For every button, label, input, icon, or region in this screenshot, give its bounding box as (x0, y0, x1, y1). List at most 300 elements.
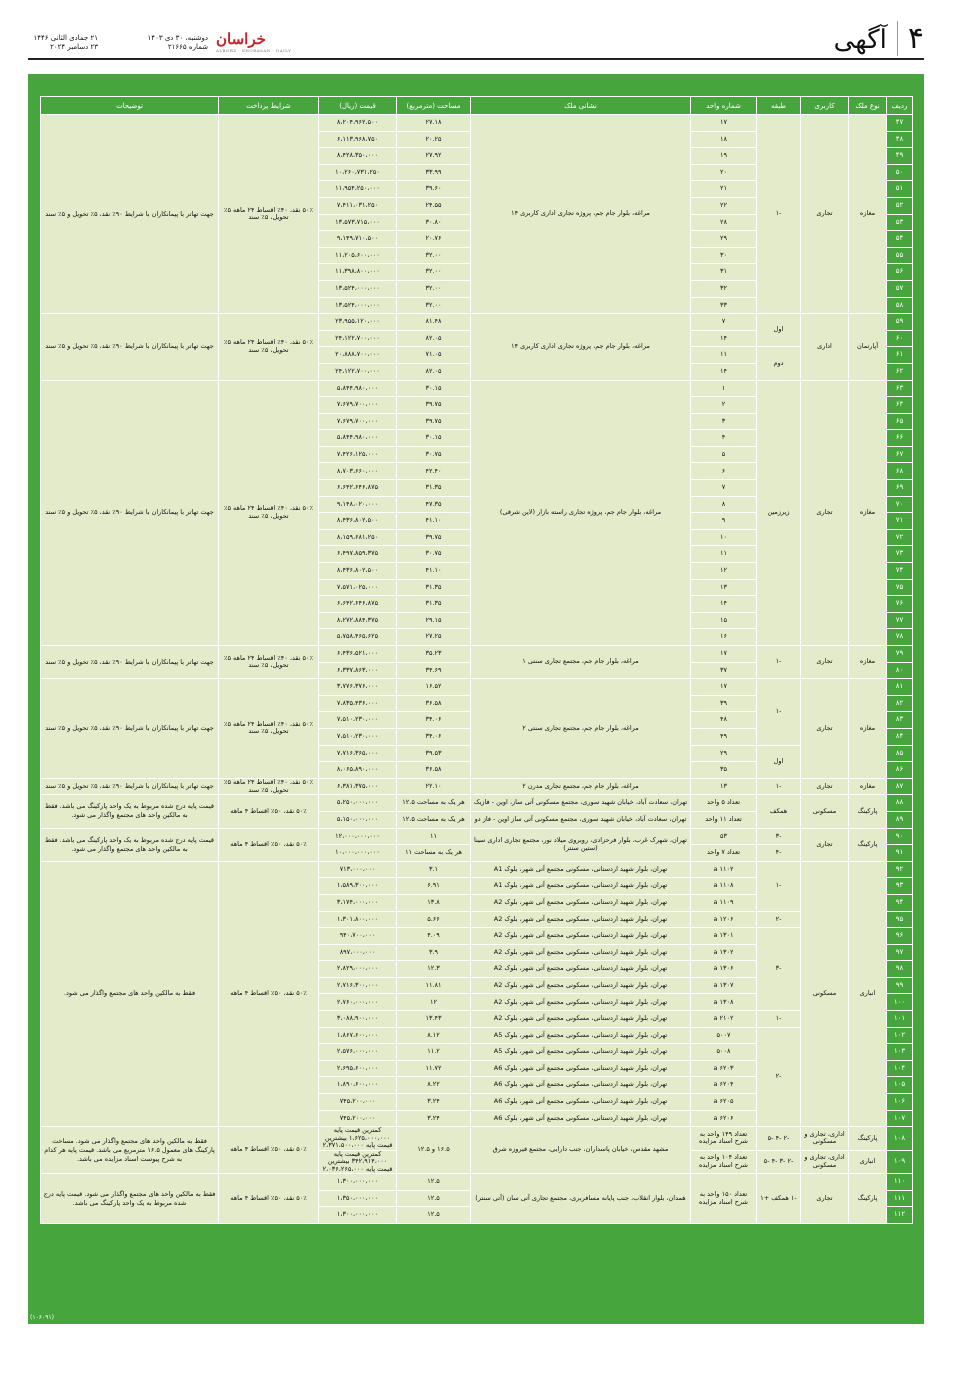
price: کمترین قیمت پایه ۱،۶۲۵،۰۰۰،۰۰۰ بیشترین قیمت پایه ۲،۳۷۱،۵۰۰،۰۰۰ (319, 1127, 397, 1151)
table-header-row (41, 97, 913, 115)
column-header: نشانی ملک (471, 97, 691, 115)
usage: مسکونی (801, 861, 849, 1127)
price: ۱۰،۰۰۰،۰۰۰،۰۰۰ (319, 845, 397, 862)
row-index: ۹۹ (887, 977, 913, 994)
area: ۳۲.۰۰ (397, 264, 471, 281)
unit-number: ۵ (691, 446, 757, 463)
area: ۳۴.۶۹ (397, 662, 471, 679)
floor: -۱ (757, 861, 801, 911)
unit-number: a ۱۱۰۹ (691, 894, 757, 911)
description: فقط به مالکین واحد های مجتمع واگذار می شود. قیمت پایه درج شده مربوط به یک واحد پارکینگ می باشد. (41, 1174, 219, 1224)
unit-number: a ۱۳۰۶ (691, 961, 757, 978)
description: جهت تهاتر با پیمانکاران با شرایط ۹۰٪ نقد، ۵٪ تحویل و ۵٪ سند (41, 679, 219, 779)
table-row (41, 861, 913, 878)
area: ۱۳.۴۳ (397, 1011, 471, 1028)
area: ۳۰.۷۵ (397, 546, 471, 563)
unit-number: ۵۰۰۸ (691, 1044, 757, 1061)
payment-terms: ۵۰٪ نقد، ۴۰٪ اقساط ۲۴ ماهه ۵٪ تحویل، ۵٪ سند (219, 646, 319, 679)
price: ۵،۸۴۴،۹۸۰،۰۰۰ (319, 380, 397, 397)
row-index: ۵۰ (887, 164, 913, 181)
unit-number: a ۱۳۰۸ (691, 994, 757, 1011)
unit-number: ۶ (691, 463, 757, 480)
area: ۱۲.۵ (397, 1174, 471, 1191)
area: ۱۲.۵ (397, 1190, 471, 1207)
payment-terms: ۵۰٪ نقد، ۴۰٪ اقساط ۲۴ ماهه ۵٪ تحویل، ۵٪ سند (219, 679, 319, 779)
row-index: ۵۲ (887, 197, 913, 214)
unit-number: ۱۵ (691, 612, 757, 629)
row-index: ۴۹ (887, 148, 913, 165)
row-index: ۷۹ (887, 646, 913, 663)
area: ۲۴.۵۵ (397, 197, 471, 214)
price: کمترین قیمت پایه ۳۴۲،۹۱۴،۰۰۰ بیشترین قیمت پایه ۲،۰۳۶،۲۶۵،۰۰۰ (319, 1150, 397, 1174)
floor: -۴ (757, 845, 801, 862)
price: ۷،۶۷۹،۷۰۰،۰۰۰ (319, 397, 397, 414)
area: ۳۹.۷۵ (397, 397, 471, 414)
row-index: ۹۲ (887, 861, 913, 878)
row-index: ۱۰۳ (887, 1044, 913, 1061)
property-type: پارکینگ (849, 828, 887, 861)
area: ۱۶.۵ و ۱۲.۵ (397, 1127, 471, 1174)
issue-number: شماره ۲۱۶۶۵ (167, 43, 208, 51)
price: ۸،۲۷۲،۸۸۴،۳۷۵ (319, 612, 397, 629)
area: ۴.۰۹ (397, 928, 471, 945)
row-index: ۱۰۶ (887, 1094, 913, 1111)
price: ۹،۱۴۸،۰۲۰،۰۰۰ (319, 496, 397, 513)
area: ۳۰.۷۵ (397, 446, 471, 463)
row-index: ۸۹ (887, 811, 913, 828)
price: ۸،۷۰۳،۶۶۰،۰۰۰ (319, 463, 397, 480)
address: تهران، شهرک غرب، بلوار فرحزادی، روبروی میلاد نور، مجتمع تجاری اداری سینا (ستین سنتر) (471, 828, 691, 861)
row-index: ۸۲ (887, 695, 913, 712)
row-index: ۶۳ (887, 380, 913, 397)
property-type: پارکینگ (849, 1127, 887, 1151)
unit-number: a ۱۳۰۱ (691, 928, 757, 945)
address: تهران، بلوار شهید اردستانی، مسکونی مجتمع آتی شهر، بلوک A1 (471, 878, 691, 895)
unit-number: ۱۱ (691, 546, 757, 563)
area: ۵.۶۶ (397, 911, 471, 928)
address: تهران، بلوار شهید اردستانی، مسکونی مجتمع آتی شهر، بلوک A5 (471, 1044, 691, 1061)
area: ۳.۲۴ (397, 1110, 471, 1127)
unit-number: ۱۳ (691, 778, 757, 795)
area: ۴۲.۴۰ (397, 463, 471, 480)
row-index: ۷۸ (887, 629, 913, 646)
price: ۷،۷۱۶،۳۶۵،۰۰۰ (319, 745, 397, 762)
price: ۷۴۵،۲۰۰،۰۰۰ (319, 1110, 397, 1127)
price: ۷،۵۷۱،۰۲۵،۰۰۰ (319, 579, 397, 596)
area: ۷۱.۰۵ (397, 347, 471, 364)
unit-number: ۳۹ (691, 695, 757, 712)
unit-number: a ۱۳۰۷ (691, 977, 757, 994)
unit-number: ۱۷ (691, 115, 757, 132)
floor: -۱ (757, 679, 801, 745)
price: ۵،۱۵۰،۰۰۰،۰۰۰ (319, 811, 397, 828)
property-type: آپارتمان (849, 314, 887, 380)
area: ۳۵.۲۳ (397, 646, 471, 663)
floor: -۲ (757, 911, 801, 928)
address: مراغه، بلوار جام جم، پروژه تجاری اداری کاربری ۱۴ (471, 115, 691, 314)
usage: تجاری (801, 828, 849, 861)
price: ۷،۶۷۹،۷۰۰،۰۰۰ (319, 413, 397, 430)
row-index: ۱۰۲ (887, 1027, 913, 1044)
row-index: ۱۰۰ (887, 994, 913, 1011)
row-index: ۸۰ (887, 662, 913, 679)
price: ۸۹۷،۰۰۰،۰۰۰ (319, 944, 397, 961)
floor: -۱ (757, 778, 801, 795)
usage: تجاری (801, 646, 849, 679)
price: ۷،۵۱۰،۲۳۰،۰۰۰ (319, 728, 397, 745)
price: ۲،۷۱۶،۳۰۰،۰۰۰ (319, 977, 397, 994)
unit-number: a ۱۲۰۶ (691, 911, 757, 928)
area: ۳۲.۰۰ (397, 247, 471, 264)
date-weekday: دوشنبه، ۳۰ دی ۱۴۰۳ (147, 34, 208, 42)
area: ۸.۱۲ (397, 1027, 471, 1044)
property-type: مغازه (849, 115, 887, 314)
table-row (41, 646, 913, 663)
area: ۳۹.۵۳ (397, 745, 471, 762)
price: ۳،۷۷۶،۳۷۶،۰۰۰ (319, 679, 397, 696)
unit-number: a ۱۳۰۲ (691, 944, 757, 961)
area: ۱۱.۸۱ (397, 977, 471, 994)
price: ۷۴۵،۲۰۰،۰۰۰ (319, 1094, 397, 1111)
unit-number: تعداد ۱۴۹ واحد به شرح اسناد مزایده (691, 1127, 757, 1151)
row-index: ۵۷ (887, 280, 913, 297)
price: ۱۳،۵۷۳،۷۱۵،۰۰۰ (319, 214, 397, 231)
price: ۹۴۰،۷۰۰،۰۰۰ (319, 928, 397, 945)
property-type: انباری (849, 861, 887, 1127)
row-index: ۸۳ (887, 712, 913, 729)
floor: -۳ (757, 928, 801, 1011)
price: ۱،۳۰۰،۰۰۰،۰۰۰ (319, 1207, 397, 1224)
area: ۳.۹ (397, 944, 471, 961)
price: ۸،۰۶۵،۸۹۰،۰۰۰ (319, 762, 397, 779)
property-table (40, 96, 913, 1224)
address: همدان، بلوار انقلاب، جنب پایانه مسافربری، مجتمع تجاری آتی سان (آتی سنتر) (471, 1174, 691, 1224)
address: تهران، بلوار شهید اردستانی، مسکونی مجتمع آتی شهر، بلوک A6 (471, 1110, 691, 1127)
area: ۲۷.۱۸ (397, 115, 471, 132)
usage: تجاری (801, 1174, 849, 1224)
area: ۱۱.۲ (397, 1044, 471, 1061)
row-index: ۷۱ (887, 513, 913, 530)
row-index: ۱۱۱ (887, 1190, 913, 1207)
unit-number: تعداد ۵ واحد (691, 795, 757, 812)
price: ۱۲،۰۰۰،۰۰۰،۰۰۰ (319, 828, 397, 845)
date-hijri: ۲۱ جمادی الثانی ۱۴۴۶ (33, 34, 98, 42)
description: جهت تهاتر با پیمانکاران با شرایط ۹۰٪ نقد، ۵٪ تحویل و ۵٪ سند (41, 646, 219, 679)
floor: -۱ (757, 115, 801, 314)
row-index: ۷۵ (887, 579, 913, 596)
price: ۷،۴۱۱،۰۳۱،۲۵۰ (319, 197, 397, 214)
unit-number: ۱۱ (691, 347, 757, 364)
area: ۱۲.۳ (397, 961, 471, 978)
unit-number: ۲۹ (691, 231, 757, 248)
row-index: ۱۰۹ (887, 1150, 913, 1174)
price: ۷،۵۱۰،۲۳۰،۰۰۰ (319, 712, 397, 729)
row-index: ۶۲ (887, 363, 913, 380)
unit-number: ۱۴ (691, 363, 757, 380)
address: مراغه، بلوار جام جم، مجتمع تجاری سنتی ۱ (471, 646, 691, 679)
address: تهران، بلوار شهید اردستانی، مسکونی مجتمع آتی شهر، بلوک A2 (471, 944, 691, 961)
row-index: ۵۵ (887, 247, 913, 264)
price: ۵،۸۴۴،۹۸۰،۰۰۰ (319, 430, 397, 447)
table-row (41, 380, 913, 397)
address: تهران، بلوار شهید اردستانی، مسکونی مجتمع آتی شهر، بلوک A6 (471, 1060, 691, 1077)
area: ۳.۲۴ (397, 1094, 471, 1111)
price: ۷،۴۲۶،۱۲۵،۰۰۰ (319, 446, 397, 463)
column-header: نوع ملک (849, 97, 887, 115)
row-index: ۷۳ (887, 546, 913, 563)
table-row (41, 795, 913, 812)
row-index: ۵۱ (887, 181, 913, 198)
area: هر یک به مساحت ۱۲.۵ (397, 795, 471, 812)
table-row (41, 1127, 913, 1151)
area: ۳۰.۸۰ (397, 214, 471, 231)
price: ۲۳،۹۵۵،۱۲۰،۰۰۰ (319, 314, 397, 331)
area: ۳۹.۶۰ (397, 181, 471, 198)
area: ۳۲.۰۰ (397, 280, 471, 297)
price: ۱،۳۵۰،۰۰۰،۰۰۰ (319, 1190, 397, 1207)
price: ۱۱،۲۰۵،۶۰۰،۰۰۰ (319, 247, 397, 264)
row-index: ۹۸ (887, 961, 913, 978)
row-index: ۷۲ (887, 529, 913, 546)
property-type: مغازه (849, 679, 887, 779)
price: ۱،۸۶۷،۶۰۰،۰۰۰ (319, 1027, 397, 1044)
payment-terms: ۵۰٪ نقد، ۴۰٪ اقساط ۲۴ ماهه ۵٪ تحویل، ۵٪ سند (219, 115, 319, 314)
area: ۱۳.۸ (397, 894, 471, 911)
area: ۳۰.۱۵ (397, 430, 471, 447)
unit-number: ۱ (691, 380, 757, 397)
logo-text: خراسان (216, 30, 266, 48)
area: ۳۴.۰۶ (397, 728, 471, 745)
row-index: ۸۶ (887, 762, 913, 779)
price: ۱۳،۵۲۴،۰۰۰،۰۰۰ (319, 297, 397, 314)
unit-number: a ۶۲۰۶ (691, 1110, 757, 1127)
floor: -۳ (757, 828, 801, 845)
page-number: ۴ (897, 21, 924, 56)
price: ۲۴،۱۲۲،۷۰۰،۰۰۰ (319, 330, 397, 347)
row-index: ۶۸ (887, 463, 913, 480)
area: ۳۲.۰۰ (397, 297, 471, 314)
price: ۱۱،۳۹۸،۸۰۰،۰۰۰ (319, 264, 397, 281)
row-index: ۹۷ (887, 944, 913, 961)
row-index: ۹۱ (887, 845, 913, 862)
unit-number: تعداد ۱۵۰ واحد به شرح اسناد مزایده (691, 1174, 757, 1224)
area: ۲۰.۲۵ (397, 131, 471, 148)
floor: -۲ (757, 1027, 801, 1127)
row-index: ۱۰۷ (887, 1110, 913, 1127)
unit-number: ۳۱ (691, 264, 757, 281)
unit-number: a ۱۱۰۲ (691, 861, 757, 878)
address: تهران، بلوار شهید اردستانی، مسکونی مجتمع آتی شهر، بلوک A2 (471, 977, 691, 994)
unit-number: ۱۴ (691, 596, 757, 613)
floor: -۱ (757, 646, 801, 679)
row-index: ۷۶ (887, 596, 913, 613)
unit-number: تعداد ۷ واحد (691, 845, 757, 862)
address: مراغه، بلوار جام جم، پروژه تجاری اداری کاربری ۱۴ (471, 314, 691, 380)
row-index: ۱۱۰ (887, 1174, 913, 1191)
unit-number: ۳۵ (691, 762, 757, 779)
unit-number: a ۶۲۰۵ (691, 1094, 757, 1111)
property-type: انباری (849, 1150, 887, 1174)
header-divider (28, 58, 924, 60)
address: مشهد مقدس، خیابان پاسداران، جنب دارایی، مجتمع فیروزه شرق (471, 1127, 691, 1174)
usage: اداری، تجاری و مسکونی (801, 1127, 849, 1151)
address: تهران، سعادت آباد، خیابان شهید سوری، مجتمع مسکونی آتی ساز، اوین - فازیک (471, 795, 691, 812)
area: ۴۷.۳۵ (397, 496, 471, 513)
address: تهران، بلوار شهید اردستانی، مسکونی مجتمع آتی شهر، بلوک A6 (471, 1077, 691, 1094)
payment-terms: ۵۰٪ نقد، ۴۰٪ اقساط ۲۴ ماهه ۵٪ تحویل، ۵٪ سند (219, 314, 319, 380)
area: ۱۶.۵۲ (397, 679, 471, 696)
usage: اداری (801, 314, 849, 380)
price: ۱،۳۰۱،۸۰۰،۰۰۰ (319, 911, 397, 928)
unit-number: ۳۰ (691, 247, 757, 264)
address: تهران، بلوار شهید اردستانی، مسکونی مجتمع آتی شهر، بلوک A6 (471, 1094, 691, 1111)
price: ۸،۴۲۸،۳۵۰،۰۰۰ (319, 148, 397, 165)
price: ۲۴،۱۲۲،۷۰۰،۰۰۰ (319, 363, 397, 380)
price: ۳،۰۸۸،۹۰۰،۰۰۰ (319, 1011, 397, 1028)
date-gregorian: ۲۳ دسامبر ۲۰۲۴ (50, 43, 98, 51)
area: ۸۱.۴۸ (397, 314, 471, 331)
row-index: ۵۳ (887, 214, 913, 231)
price: ۸،۱۵۹،۶۸۱،۲۵۰ (319, 529, 397, 546)
ad-code: (۱۰۶۰۹۱) (30, 1314, 55, 1321)
description: قیمت پایه درج شده مربوط به یک واحد پارکینگ می باشد. فقط به مالکین واحد های مجتمع واگذار می شود. (41, 828, 219, 861)
price: ۱۰،۲۶۰،۷۳۱،۲۵۰ (319, 164, 397, 181)
table-row (41, 314, 913, 331)
unit-number: ۵۰۰۷ (691, 1027, 757, 1044)
unit-number: ۳۲ (691, 280, 757, 297)
floor: -۱ (757, 1011, 801, 1028)
unit-number: ۲۲ (691, 197, 757, 214)
description: فقط به مالکین واحد های مجتمع واگذار می شود. مساحت پارکینگ های معمول ۱۶.۵ مترمربع می باشد. قیمت پایه هر کدام به شرح پیوست اسناد مزایده می باشد. (41, 1127, 219, 1174)
row-index: ۱۰۸ (887, 1127, 913, 1151)
logo (216, 30, 291, 53)
page-header (28, 21, 924, 60)
description: جهت تهاتر با پیمانکاران با شرایط ۹۰٪ نقد، ۵٪ تحویل و ۵٪ سند (41, 314, 219, 380)
area: ۲۷.۹۲ (397, 148, 471, 165)
address: تهران، بلوار شهید اردستانی، مسکونی مجتمع آتی شهر، بلوک A1 (471, 861, 691, 878)
usage: مسکونی (801, 795, 849, 828)
row-index: ۷۷ (887, 612, 913, 629)
price: ۲،۷۶۰،۰۰۰،۰۰۰ (319, 994, 397, 1011)
section-name: آگهی (833, 25, 887, 55)
area: ۲۲.۱۰ (397, 778, 471, 795)
address: تهران، بلوار شهید اردستانی، مسکونی مجتمع آتی شهر، بلوک A5 (471, 1027, 691, 1044)
description: قیمت پایه درج شده مربوط به یک واحد پارکینگ می باشد. فقط به مالکین واحد های مجتمع واگذار می شود. (41, 795, 219, 828)
price: ۵،۲۵۰،۰۰۰،۰۰۰ (319, 795, 397, 812)
area: ۳۱.۳۵ (397, 596, 471, 613)
address: تهران، بلوار شهید اردستانی، مسکونی مجتمع آتی شهر، بلوک A2 (471, 911, 691, 928)
row-index: ۸۵ (887, 745, 913, 762)
payment-terms: ۵۰٪ نقد، ۵۰٪ اقساط ۴ ماهه (219, 1174, 319, 1224)
row-index: ۹۰ (887, 828, 913, 845)
column-header: مساحت (مترمربع) (397, 97, 471, 115)
unit-number: ۱۷ (691, 679, 757, 696)
row-index: ۴۷ (887, 115, 913, 132)
row-index: ۱۰۵ (887, 1077, 913, 1094)
row-index: ۸۷ (887, 778, 913, 795)
price: ۱،۳۰۰،۰۰۰،۰۰۰ (319, 1174, 397, 1191)
row-index: ۶۹ (887, 480, 913, 497)
unit-number: ۴۹ (691, 728, 757, 745)
address: تهران، بلوار شهید اردستانی، مسکونی مجتمع آتی شهر، بلوک A2 (471, 994, 691, 1011)
payment-terms: ۵۰٪ نقد، ۴۰٪ اقساط ۲۴ ماهه ۵٪ تحویل، ۵٪ سند (219, 380, 319, 646)
unit-number: ۱۲ (691, 563, 757, 580)
area: ۱۲ (397, 994, 471, 1011)
row-index: ۵۶ (887, 264, 913, 281)
area: ۳۱.۳۵ (397, 480, 471, 497)
unit-number: a ۲۱۰۲ (691, 1011, 757, 1028)
address: مراغه، بلوار جام جم، پروژه تجاری راسته بازار (لاین شرقی) (471, 380, 691, 646)
price: ۲۰،۸۸۸،۷۰۰،۰۰۰ (319, 347, 397, 364)
price: ۶،۶۴۲،۶۴۶،۸۷۵ (319, 596, 397, 613)
payment-terms: ۵۰٪ نقد، ۵۰٪ اقساط ۴ ماهه (219, 828, 319, 861)
row-index: ۵۹ (887, 314, 913, 331)
row-index: ۸۱ (887, 679, 913, 696)
table-row (41, 115, 913, 132)
area: ۳۹.۷۵ (397, 413, 471, 430)
row-index: ۸۴ (887, 728, 913, 745)
area: هر یک به مساحت ۱۱ (397, 845, 471, 862)
floor: زیرزمین (757, 380, 801, 646)
unit-number: a ۱۱۰۸ (691, 878, 757, 895)
usage: اداری، تجاری و مسکونی (801, 1150, 849, 1174)
unit-number: ۱۳ (691, 579, 757, 596)
row-index: ۶۱ (887, 347, 913, 364)
row-index: ۱۰۴ (887, 1060, 913, 1077)
description: فقط به مالکین واحد های مجتمع واگذار می شود. (41, 861, 219, 1127)
row-index: ۶۴ (887, 397, 913, 414)
floor: -۲ -۴ -۵ (757, 1127, 801, 1151)
unit-number: تعداد ۱۰۴ واحد به شرح اسناد مزایده (691, 1150, 757, 1174)
area: ۲۷.۲۵ (397, 629, 471, 646)
column-header: قیمت (ریال) (319, 97, 397, 115)
unit-number: ۲۱ (691, 181, 757, 198)
area: ۳۶.۵۸ (397, 695, 471, 712)
floor: دوم (757, 347, 801, 380)
price: ۶،۴۹۷،۸۵۹،۳۷۵ (319, 546, 397, 563)
price: ۸،۲۰۴،۹۶۲،۵۰۰ (319, 115, 397, 132)
price: ۷،۸۳۵،۴۳۶،۰۰۰ (319, 695, 397, 712)
property-type: مغازه (849, 646, 887, 679)
unit-number: ۱۴ (691, 330, 757, 347)
usage: تجاری (801, 679, 849, 779)
price: ۱،۵۸۹،۳۰۰،۰۰۰ (319, 878, 397, 895)
row-index: ۵۴ (887, 231, 913, 248)
price: ۳،۱۷۴،۰۰۰،۰۰۰ (319, 894, 397, 911)
row-index: ۹۶ (887, 928, 913, 945)
description: جهت تهاتر با پیمانکاران با شرایط ۹۰٪ نقد، ۵٪ تحویل و ۵٪ سند (41, 115, 219, 314)
price: ۷۱۳،۰۰۰،۰۰۰ (319, 861, 397, 878)
payment-terms: ۵۰٪ نقد، ۵۰٪ اقساط ۴ ماهه (219, 1127, 319, 1174)
unit-number: a ۶۲۰۳ (691, 1060, 757, 1077)
unit-number: ۱۸ (691, 131, 757, 148)
row-index: ۶۵ (887, 413, 913, 430)
payment-terms: ۵۰٪ نقد، ۵۰٪ اقساط ۴ ماهه (219, 861, 319, 1127)
price: ۱۱،۹۵۴،۲۵۰،۰۰۰ (319, 181, 397, 198)
price: ۶،۶۴۲،۶۴۶،۸۷۵ (319, 480, 397, 497)
column-header: ردیف (887, 97, 913, 115)
unit-number: ۳ (691, 413, 757, 430)
area: ۳۳.۹۹ (397, 164, 471, 181)
price: ۲،۸۲۹،۰۰۰،۰۰۰ (319, 961, 397, 978)
unit-number: ۲۰ (691, 164, 757, 181)
property-type: مغازه (849, 380, 887, 646)
section-title (833, 21, 924, 56)
area: ۱۲.۵ (397, 1207, 471, 1224)
area: ۶.۹۱ (397, 878, 471, 895)
area: ۴۱.۱۰ (397, 513, 471, 530)
row-index: ۱۱۲ (887, 1207, 913, 1224)
